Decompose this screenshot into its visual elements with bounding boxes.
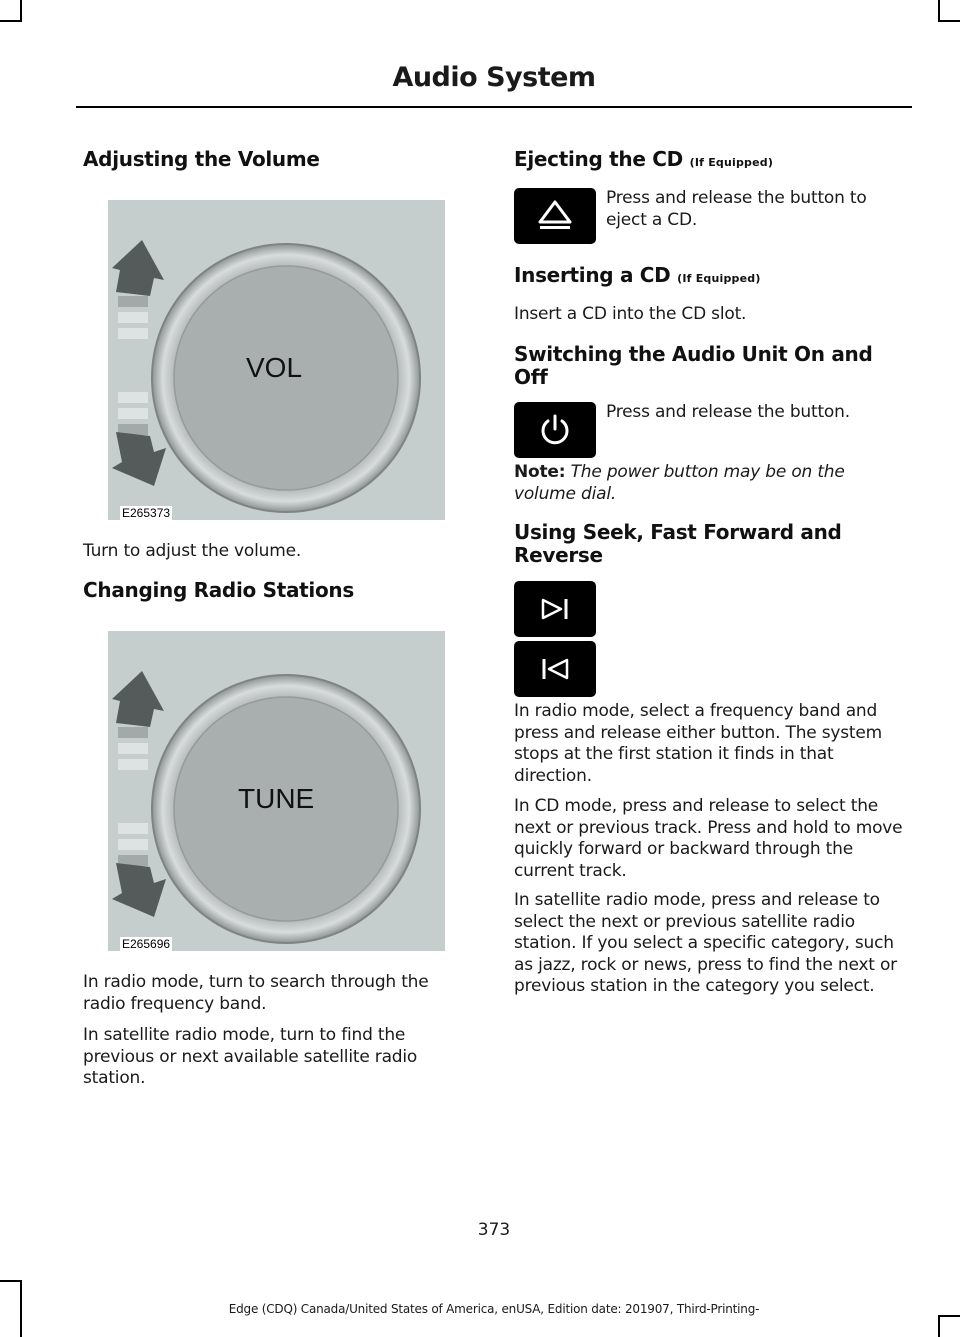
insert-heading [514, 264, 761, 290]
insert-heading-text: Inserting a CD [514, 263, 671, 287]
tune-dial-figure [108, 631, 445, 951]
volume-text: Turn to adjust the volume. [83, 541, 302, 561]
power-text: Press and release the button. [606, 402, 850, 422]
seek-next-button [514, 581, 596, 637]
stations-heading: Changing Radio Stations [83, 578, 354, 602]
crop-mark [938, 1315, 940, 1337]
eject-heading-text: Ejecting the CD [514, 147, 683, 171]
crop-mark [938, 20, 960, 22]
seek-para-1: In radio mode, select a frequency band and press and release either button. The system stops at the first station it finds in that direction. [514, 701, 882, 786]
crop-mark [938, 0, 940, 22]
seek-para-2: In CD mode, press and release to select the next or previous track. Press and hold to move quickly forward or backward through the current track. [514, 796, 903, 881]
insert-qualifier: (If Equipped) [677, 272, 761, 285]
eject-qualifier: (If Equipped) [689, 156, 774, 169]
insert-text: Insert a CD into the CD slot. [514, 304, 747, 324]
volume-figure-code: E265373 [122, 506, 171, 520]
seek-previous-button [514, 641, 596, 697]
power-note [514, 462, 894, 505]
crop-mark [0, 1280, 22, 1282]
stations-para-1: In radio mode, turn to search through the radio frequency band. [83, 972, 429, 1014]
seek-para-3: In satellite radio mode, press and release to select the next or previous satellite radio station. If you select a specific category, such as jazz, rock or news, press to find the next or previous station in the category you select. [514, 890, 897, 996]
note-text: The power button may be on the volume dial. [514, 462, 845, 504]
tune-dial-label: TUNE [238, 783, 315, 814]
note-label: Note: [514, 462, 566, 482]
volume-heading: Adjusting the Volume [83, 147, 320, 171]
edition-line: Edge (CDQ) Canada/United States of America, enUSA, Edition date: 201907, Third-Printing- [228, 1302, 760, 1316]
tune-figure-code: E265696 [122, 937, 171, 951]
volume-dial-label: VOL [246, 352, 303, 383]
power-heading: Switching the Audio Unit On and Off [514, 342, 873, 389]
eject-button [514, 188, 596, 244]
seek-next-icon [540, 597, 570, 621]
crop-mark [20, 0, 22, 22]
page-number: 373 [477, 1220, 511, 1240]
crop-mark [0, 20, 22, 22]
power-button [514, 402, 596, 458]
page-title: Audio System [392, 62, 596, 93]
volume-dial-figure [108, 200, 445, 520]
eject-text: Press and release the button to eject a CD. [606, 188, 867, 230]
eject-heading [514, 148, 773, 174]
eject-icon [535, 199, 575, 233]
stations-para-2: In satellite radio mode, turn to find the previous or next available satellite radio station. [83, 1025, 418, 1088]
power-icon [537, 412, 573, 448]
seek-heading: Using Seek, Fast Forward and Reverse [514, 520, 842, 567]
seek-previous-icon [540, 657, 570, 681]
header-divider [76, 106, 912, 108]
